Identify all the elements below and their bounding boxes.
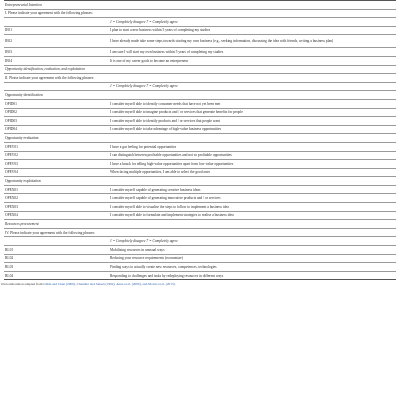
- item-code: OPID03: [5, 118, 17, 123]
- item-row: [4, 202, 396, 211]
- item-row: [4, 159, 396, 168]
- item-row: [4, 151, 396, 160]
- item-text: When facing multiple opportunities, I am able to select the good ones: [110, 170, 210, 175]
- item-text: I consider myself able to imagine products and / or services that generate benefits for people: [110, 110, 243, 115]
- instruction-text: Opportunity exploitation: [5, 178, 41, 183]
- instruction-row: [4, 90, 396, 99]
- item-row: [4, 185, 396, 194]
- instruction-row: [4, 73, 396, 82]
- item-text: Mobilizing resources in unusual ways: [110, 247, 165, 252]
- item-row: [4, 56, 396, 65]
- item-row: [4, 26, 396, 35]
- instruction-text: I. Please indicate your agreement with the following phrases:: [5, 11, 93, 16]
- item-code: IE04: [5, 58, 12, 63]
- scale-row: [4, 236, 396, 245]
- item-text: I consider myself able to visualise the steps to follow to implement a business idea: [110, 204, 229, 209]
- item-text: I have a knack for telling high-value opportunities apart from low-value opportunities: [110, 161, 234, 166]
- item-row: [4, 168, 396, 177]
- item-text: I consider myself able to take advantage of high-value business opportunities: [110, 127, 221, 132]
- scale-text: 1 = Completely disagree 7 = Completely agree: [110, 239, 178, 244]
- instruction-row: [4, 228, 396, 237]
- instruction-row: [4, 9, 396, 18]
- item-code: RL04: [5, 273, 14, 278]
- item-row: [4, 193, 396, 202]
- item-text: I have already made take some steps towards starting my own business (e.g., seeking information, discussing the idea with friends, writing a business plan): [110, 39, 334, 44]
- item-code: OPEV01: [5, 144, 18, 149]
- item-text: I consider myself capable of generating innovative products and / or services: [110, 196, 221, 201]
- item-code: OPEX02: [5, 196, 18, 201]
- item-code: RL02: [5, 256, 14, 261]
- section-heading-row: [4, 65, 396, 74]
- item-row: [4, 125, 396, 134]
- item-text: I consider myself able to formulate and implement strategies to realise a business idea: [110, 213, 234, 218]
- item-code: RL03: [5, 264, 14, 269]
- item-code: OPEX03: [5, 204, 18, 209]
- item-code: IE03: [5, 50, 12, 55]
- section-heading: Entrepreneurial Intention: [5, 2, 42, 7]
- item-code: OPID02: [5, 110, 17, 115]
- section-heading-row: [4, 219, 396, 228]
- item-row: [4, 34, 396, 47]
- questionnaire-table: [4, 0, 396, 280]
- item-row: [4, 99, 396, 108]
- scale-row: [4, 17, 396, 26]
- item-code: OPEV04: [5, 170, 18, 175]
- footnote-references[interactable]: Liñán and Chen (2009), Chandler and Jansen (1992), Anna et al. (2000), and Morris et al. (2013).: [43, 282, 176, 287]
- item-text: I have a gut feeling for potential opportunities: [110, 144, 177, 149]
- item-text: Reducing your resource requirements (economize): [110, 256, 183, 261]
- item-code: OPEX01: [5, 187, 18, 192]
- scale-row: [4, 82, 396, 91]
- item-text: Responding to challenges and tasks by redeploying resources in different ways: [110, 273, 224, 278]
- table-footnote: [0, 282, 400, 286]
- item-text: I consider myself capable of generating creative business ideas: [110, 187, 201, 192]
- item-row: [4, 47, 396, 56]
- item-row: [4, 142, 396, 151]
- item-code: OPID01: [5, 101, 17, 106]
- scale-text: 1 = Completely disagree 7 = Completely agree: [110, 84, 178, 89]
- item-code: OPEV02: [5, 153, 18, 158]
- scale-text: 1 = Completely disagree 7 = Completely agree: [110, 19, 178, 24]
- item-row: [4, 271, 396, 281]
- item-text: Finding ways to actually create new resources, competences, technologies: [110, 264, 217, 269]
- item-row: [4, 245, 396, 254]
- item-text: I can distinguish between profitable opportunities and not so profitable opportunities: [110, 153, 232, 158]
- item-row: [4, 254, 396, 263]
- item-code: IE02: [5, 39, 12, 44]
- item-code: IE01: [5, 28, 12, 33]
- item-text: I consider myself able to identify consumer needs that have not yet been met: [110, 101, 221, 106]
- instruction-row: [4, 133, 396, 142]
- footnote-prefix: Own elaboration adapted from: [1, 282, 44, 287]
- item-row: [4, 262, 396, 271]
- item-code: OPEV03: [5, 161, 18, 166]
- section-heading-row: [4, 0, 396, 9]
- instruction-row: [4, 176, 396, 185]
- instruction-text: IV. Please indicate your agreement with the following phrases:: [5, 230, 96, 235]
- instruction-text: Opportunity evaluation: [5, 136, 39, 140]
- section-heading: Opportunity identification, evaluation, and exploitation: [5, 67, 85, 72]
- item-code: OPEX04: [5, 213, 18, 218]
- instruction-text: Opportunity identification: [5, 93, 43, 98]
- item-code: RL01: [5, 247, 14, 252]
- item-text: I am sure I will start my own business within 5 years of completing my studies: [110, 50, 224, 55]
- item-code: OPID04: [5, 127, 17, 132]
- item-text: I plan to start a new business within 5 years of completing my studies: [110, 28, 211, 33]
- item-row: [4, 116, 396, 125]
- section-heading: Resources procurement: [5, 221, 39, 226]
- instruction-text: II. Please indicate your agreement with the following phrases:: [5, 75, 95, 80]
- item-row: [4, 108, 396, 117]
- item-row: [4, 211, 396, 220]
- item-text: I consider myself able to identify products and / or services that people want: [110, 118, 220, 123]
- item-text: It is one of my career goals to become an entrepreneur: [110, 58, 189, 63]
